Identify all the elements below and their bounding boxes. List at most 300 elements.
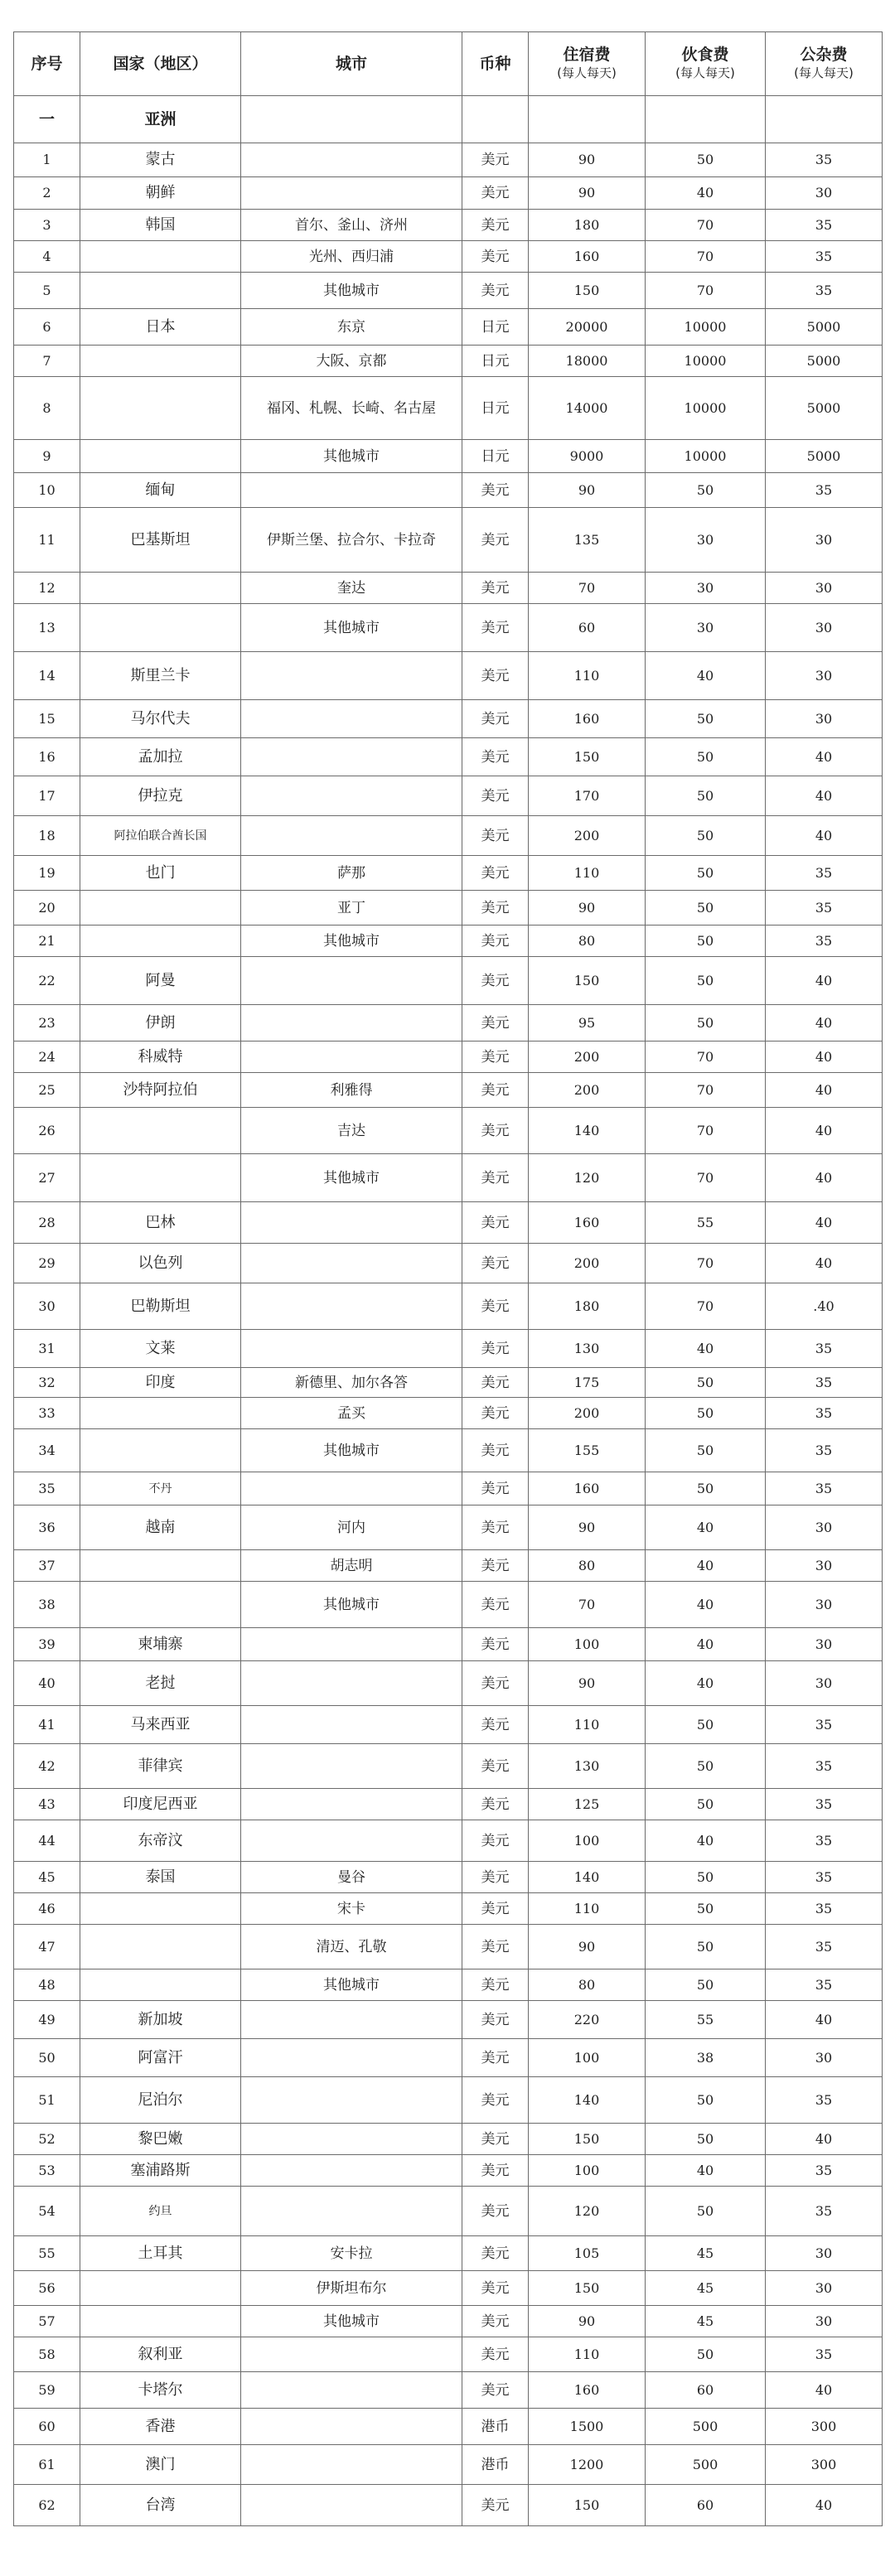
cell-currency: 美元 bbox=[462, 1368, 529, 1398]
cell-city bbox=[241, 2001, 462, 2039]
cell-currency: 美元 bbox=[462, 2155, 529, 2187]
cell-country: 巴基斯坦 bbox=[80, 508, 241, 573]
cell-currency: 美元 bbox=[462, 1862, 529, 1893]
cell-lodging: 90 bbox=[529, 2306, 646, 2337]
cell-city bbox=[241, 1005, 462, 1042]
table-row bbox=[14, 1398, 883, 1429]
cell-no: 29 bbox=[14, 1244, 80, 1283]
cell-city: 其他城市 bbox=[241, 1582, 462, 1628]
cell-meals: 30 bbox=[646, 573, 766, 604]
cell-city bbox=[241, 2187, 462, 2236]
cell-no: 10 bbox=[14, 473, 80, 508]
cell-meals: 40 bbox=[646, 1505, 766, 1550]
cell-no: 14 bbox=[14, 652, 80, 700]
cell-currency: 日元 bbox=[462, 346, 529, 377]
cell-currency: 美元 bbox=[462, 2077, 529, 2124]
cell-country: 以色列 bbox=[80, 1244, 241, 1283]
cell-misc: 35 bbox=[766, 1330, 883, 1368]
table-row bbox=[14, 776, 883, 816]
cell-lodging: 100 bbox=[529, 2039, 646, 2077]
cell-city: 其他城市 bbox=[241, 273, 462, 309]
header-lodging bbox=[529, 32, 646, 96]
table-row bbox=[14, 891, 883, 926]
cell-currency: 美元 bbox=[462, 1628, 529, 1661]
cell-meals: 40 bbox=[646, 1661, 766, 1706]
cell-no: 49 bbox=[14, 2001, 80, 2039]
cell-lodging: 135 bbox=[529, 508, 646, 573]
region-name: 亚洲 bbox=[80, 96, 241, 143]
cell-misc: 5000 bbox=[766, 346, 883, 377]
cell-country bbox=[80, 2271, 241, 2306]
cell-misc: 35 bbox=[766, 926, 883, 957]
cell-lodging: 160 bbox=[529, 2372, 646, 2409]
cell-city: 胡志明 bbox=[241, 1550, 462, 1582]
cell-misc: 35 bbox=[766, 2187, 883, 2236]
table-row bbox=[14, 2409, 883, 2445]
cell-no: 13 bbox=[14, 604, 80, 652]
cell-lodging: 170 bbox=[529, 776, 646, 816]
table-row bbox=[14, 2039, 883, 2077]
cell-meals: 55 bbox=[646, 1202, 766, 1244]
cell-country: 文莱 bbox=[80, 1330, 241, 1368]
table-row bbox=[14, 309, 883, 346]
cell-city: 其他城市 bbox=[241, 440, 462, 473]
cell-meals: 50 bbox=[646, 816, 766, 856]
cell-lodging: 160 bbox=[529, 1202, 646, 1244]
table-row bbox=[14, 1472, 883, 1505]
cell-currency: 美元 bbox=[462, 2001, 529, 2039]
region-no: 一 bbox=[14, 96, 80, 143]
table-row bbox=[14, 1862, 883, 1893]
cell-city: 福冈、札幌、长崎、名古屋 bbox=[241, 377, 462, 440]
cell-lodging: 100 bbox=[529, 1820, 646, 1862]
table-row bbox=[14, 957, 883, 1005]
cell-city bbox=[241, 2155, 462, 2187]
cell-city bbox=[241, 1744, 462, 1789]
cell-meals: 50 bbox=[646, 473, 766, 508]
header-meals-title: 伙食费 bbox=[681, 46, 729, 64]
cell-city: 清迈、孔敬 bbox=[241, 1925, 462, 1969]
cell-misc: 35 bbox=[766, 1862, 883, 1893]
cell-currency: 美元 bbox=[462, 1330, 529, 1368]
cell-city: 其他城市 bbox=[241, 1969, 462, 2001]
cell-country: 柬埔寨 bbox=[80, 1628, 241, 1661]
table-row bbox=[14, 1154, 883, 1202]
cell-lodging: 130 bbox=[529, 1744, 646, 1789]
table-row bbox=[14, 1925, 883, 1969]
cell-meals: 40 bbox=[646, 652, 766, 700]
cell-no: 48 bbox=[14, 1969, 80, 2001]
table-row bbox=[14, 1005, 883, 1042]
cell-misc: 5000 bbox=[766, 440, 883, 473]
cell-country bbox=[80, 1925, 241, 1969]
cell-country: 泰国 bbox=[80, 1862, 241, 1893]
table-row bbox=[14, 1744, 883, 1789]
cell-no: 27 bbox=[14, 1154, 80, 1202]
cell-city: 新德里、加尔各答 bbox=[241, 1368, 462, 1398]
cell-city: 东京 bbox=[241, 309, 462, 346]
cell-currency: 日元 bbox=[462, 309, 529, 346]
cell-meals: 70 bbox=[646, 1042, 766, 1073]
cell-lodging: 110 bbox=[529, 2337, 646, 2372]
cell-meals: 70 bbox=[646, 1073, 766, 1108]
cell-no: 34 bbox=[14, 1429, 80, 1472]
cell-no: 28 bbox=[14, 1202, 80, 1244]
cell-country: 菲律宾 bbox=[80, 1744, 241, 1789]
cell-no: 22 bbox=[14, 957, 80, 1005]
table-row bbox=[14, 573, 883, 604]
cell-meals: 50 bbox=[646, 957, 766, 1005]
cell-lodging: 150 bbox=[529, 2485, 646, 2526]
cell-misc: 40 bbox=[766, 2372, 883, 2409]
region-currency-empty bbox=[462, 96, 529, 143]
cell-currency: 美元 bbox=[462, 1925, 529, 1969]
cell-lodging: 200 bbox=[529, 816, 646, 856]
cell-city bbox=[241, 1283, 462, 1330]
cell-city: 孟买 bbox=[241, 1398, 462, 1429]
cell-city bbox=[241, 2039, 462, 2077]
cell-meals: 45 bbox=[646, 2271, 766, 2306]
cell-meals: 40 bbox=[646, 2155, 766, 2187]
cell-lodging: 9000 bbox=[529, 440, 646, 473]
cell-country: 孟加拉 bbox=[80, 738, 241, 776]
cell-lodging: 90 bbox=[529, 1505, 646, 1550]
cell-no: 39 bbox=[14, 1628, 80, 1661]
cell-currency: 美元 bbox=[462, 2485, 529, 2526]
header-city: 城市 bbox=[241, 32, 462, 96]
cell-lodging: 70 bbox=[529, 573, 646, 604]
cell-misc: 35 bbox=[766, 1789, 883, 1820]
cell-lodging: 14000 bbox=[529, 377, 646, 440]
cell-misc: 40 bbox=[766, 738, 883, 776]
cell-lodging: 150 bbox=[529, 273, 646, 309]
table-row bbox=[14, 2077, 883, 2124]
cell-city bbox=[241, 776, 462, 816]
cell-no: 43 bbox=[14, 1789, 80, 1820]
cell-meals: 500 bbox=[646, 2409, 766, 2445]
cell-misc: 40 bbox=[766, 1073, 883, 1108]
cell-meals: 70 bbox=[646, 210, 766, 241]
cell-city: 萨那 bbox=[241, 856, 462, 891]
cell-misc: 40 bbox=[766, 2001, 883, 2039]
table-row bbox=[14, 1628, 883, 1661]
cell-lodging: 95 bbox=[529, 1005, 646, 1042]
cell-currency: 美元 bbox=[462, 856, 529, 891]
cell-country: 老挝 bbox=[80, 1661, 241, 1706]
cell-misc: 40 bbox=[766, 776, 883, 816]
cell-country bbox=[80, 377, 241, 440]
cell-misc: 300 bbox=[766, 2409, 883, 2445]
table-row bbox=[14, 2155, 883, 2187]
cell-country: 蒙古 bbox=[80, 143, 241, 177]
cell-lodging: 160 bbox=[529, 1472, 646, 1505]
cell-country: 塞浦路斯 bbox=[80, 2155, 241, 2187]
cell-misc: 35 bbox=[766, 2077, 883, 2124]
table-row bbox=[14, 1706, 883, 1744]
cell-meals: 50 bbox=[646, 700, 766, 738]
table-row bbox=[14, 2337, 883, 2372]
cell-misc: 35 bbox=[766, 1969, 883, 2001]
table-row bbox=[14, 1202, 883, 1244]
cell-city bbox=[241, 1661, 462, 1706]
cell-country bbox=[80, 573, 241, 604]
cell-country bbox=[80, 346, 241, 377]
cell-misc: 40 bbox=[766, 2485, 883, 2526]
cell-meals: 38 bbox=[646, 2039, 766, 2077]
cell-city bbox=[241, 2445, 462, 2485]
cell-city: 奎达 bbox=[241, 573, 462, 604]
cell-meals: 50 bbox=[646, 891, 766, 926]
table-row bbox=[14, 1582, 883, 1628]
cell-no: 15 bbox=[14, 700, 80, 738]
table-row bbox=[14, 2485, 883, 2526]
table-row bbox=[14, 1330, 883, 1368]
cell-currency: 美元 bbox=[462, 1244, 529, 1283]
cell-lodging: 180 bbox=[529, 1283, 646, 1330]
cell-city bbox=[241, 700, 462, 738]
cell-no: 8 bbox=[14, 377, 80, 440]
cell-city bbox=[241, 473, 462, 508]
cell-city bbox=[241, 1244, 462, 1283]
cell-meals: 50 bbox=[646, 2337, 766, 2372]
table-row bbox=[14, 816, 883, 856]
cell-country bbox=[80, 1154, 241, 1202]
cell-city bbox=[241, 957, 462, 1005]
cell-city: 安卡拉 bbox=[241, 2236, 462, 2271]
cell-country: 东帝汶 bbox=[80, 1820, 241, 1862]
cell-meals: 50 bbox=[646, 1398, 766, 1429]
cell-currency: 美元 bbox=[462, 2236, 529, 2271]
cell-lodging: 160 bbox=[529, 700, 646, 738]
cell-no: 32 bbox=[14, 1368, 80, 1398]
cell-country: 阿富汗 bbox=[80, 2039, 241, 2077]
cell-country: 不丹 bbox=[80, 1472, 241, 1505]
cell-lodging: 125 bbox=[529, 1789, 646, 1820]
cell-city bbox=[241, 2485, 462, 2526]
cell-misc: 40 bbox=[766, 1244, 883, 1283]
cell-country: 阿拉伯联合酋长国 bbox=[80, 816, 241, 856]
cell-misc: 40 bbox=[766, 1005, 883, 1042]
cell-country: 斯里兰卡 bbox=[80, 652, 241, 700]
cell-meals: 70 bbox=[646, 1108, 766, 1154]
cell-city bbox=[241, 1789, 462, 1820]
cell-country: 阿曼 bbox=[80, 957, 241, 1005]
cell-country: 澳门 bbox=[80, 2445, 241, 2485]
cell-city bbox=[241, 2372, 462, 2409]
cell-city: 其他城市 bbox=[241, 1154, 462, 1202]
cell-no: 16 bbox=[14, 738, 80, 776]
cell-misc: 35 bbox=[766, 1925, 883, 1969]
cell-currency: 美元 bbox=[462, 1582, 529, 1628]
cell-meals: 40 bbox=[646, 1550, 766, 1582]
cell-meals: 50 bbox=[646, 1472, 766, 1505]
header-currency: 币种 bbox=[462, 32, 529, 96]
cell-misc: 30 bbox=[766, 2271, 883, 2306]
cell-country: 沙特阿拉伯 bbox=[80, 1073, 241, 1108]
cell-lodging: 150 bbox=[529, 2271, 646, 2306]
cell-currency: 美元 bbox=[462, 1505, 529, 1550]
cell-city bbox=[241, 2409, 462, 2445]
cell-lodging: 150 bbox=[529, 738, 646, 776]
cell-currency: 美元 bbox=[462, 1429, 529, 1472]
cell-misc: 300 bbox=[766, 2445, 883, 2485]
cell-lodging: 1500 bbox=[529, 2409, 646, 2445]
cell-meals: 10000 bbox=[646, 346, 766, 377]
table-row bbox=[14, 1505, 883, 1550]
cell-misc: 30 bbox=[766, 652, 883, 700]
header-lodging-sub: (每人每天) bbox=[557, 65, 617, 80]
cell-currency: 美元 bbox=[462, 1108, 529, 1154]
cell-city: 伊斯坦布尔 bbox=[241, 2271, 462, 2306]
cell-no: 24 bbox=[14, 1042, 80, 1073]
cell-meals: 50 bbox=[646, 1429, 766, 1472]
cell-country: 巴勒斯坦 bbox=[80, 1283, 241, 1330]
cell-country: 台湾 bbox=[80, 2485, 241, 2526]
cell-currency: 美元 bbox=[462, 1472, 529, 1505]
cell-misc: 30 bbox=[766, 2306, 883, 2337]
cell-misc: 35 bbox=[766, 1429, 883, 1472]
cell-meals: 40 bbox=[646, 1628, 766, 1661]
cell-country bbox=[80, 1969, 241, 2001]
cell-lodging: 90 bbox=[529, 891, 646, 926]
cell-lodging: 80 bbox=[529, 926, 646, 957]
cell-no: 23 bbox=[14, 1005, 80, 1042]
cell-currency: 美元 bbox=[462, 573, 529, 604]
cell-lodging: 110 bbox=[529, 1706, 646, 1744]
cell-country: 也门 bbox=[80, 856, 241, 891]
cell-misc: 30 bbox=[766, 1628, 883, 1661]
cell-city bbox=[241, 143, 462, 177]
table-row bbox=[14, 273, 883, 309]
cell-no: 17 bbox=[14, 776, 80, 816]
cell-country bbox=[80, 440, 241, 473]
table-row bbox=[14, 241, 883, 273]
cell-meals: 70 bbox=[646, 241, 766, 273]
table-row bbox=[14, 1073, 883, 1108]
cell-no: 18 bbox=[14, 816, 80, 856]
table-row bbox=[14, 473, 883, 508]
cell-misc: 40 bbox=[766, 1108, 883, 1154]
cell-misc: 30 bbox=[766, 2039, 883, 2077]
cell-meals: 50 bbox=[646, 1925, 766, 1969]
table-row bbox=[14, 738, 883, 776]
cell-city bbox=[241, 738, 462, 776]
cell-country: 新加坡 bbox=[80, 2001, 241, 2039]
table-row bbox=[14, 1789, 883, 1820]
cell-no: 1 bbox=[14, 143, 80, 177]
cell-meals: 10000 bbox=[646, 309, 766, 346]
table-row bbox=[14, 604, 883, 652]
cell-misc: 30 bbox=[766, 1550, 883, 1582]
cell-lodging: 90 bbox=[529, 1661, 646, 1706]
cell-no: 53 bbox=[14, 2155, 80, 2187]
cell-country: 香港 bbox=[80, 2409, 241, 2445]
region-meals-empty bbox=[646, 96, 766, 143]
cell-country: 印度 bbox=[80, 1368, 241, 1398]
cell-meals: 50 bbox=[646, 1969, 766, 2001]
table-header bbox=[14, 32, 883, 96]
cell-lodging: 100 bbox=[529, 1628, 646, 1661]
rates-table-container bbox=[13, 31, 882, 2526]
cell-currency: 美元 bbox=[462, 738, 529, 776]
cell-misc: 35 bbox=[766, 1744, 883, 1789]
cell-currency: 美元 bbox=[462, 273, 529, 309]
cell-misc: 40 bbox=[766, 957, 883, 1005]
cell-no: 25 bbox=[14, 1073, 80, 1108]
cell-city: 利雅得 bbox=[241, 1073, 462, 1108]
cell-misc: 35 bbox=[766, 2155, 883, 2187]
cell-country bbox=[80, 2306, 241, 2337]
cell-currency: 美元 bbox=[462, 1005, 529, 1042]
table-row bbox=[14, 1550, 883, 1582]
cell-lodging: 110 bbox=[529, 1893, 646, 1925]
cell-meals: 60 bbox=[646, 2372, 766, 2409]
cell-currency: 港币 bbox=[462, 2409, 529, 2445]
cell-country bbox=[80, 1398, 241, 1429]
cell-city bbox=[241, 1820, 462, 1862]
cell-misc: 35 bbox=[766, 210, 883, 241]
cell-meals: 50 bbox=[646, 2124, 766, 2155]
cell-misc: 35 bbox=[766, 273, 883, 309]
cell-no: 47 bbox=[14, 1925, 80, 1969]
cell-no: 58 bbox=[14, 2337, 80, 2372]
table-row bbox=[14, 210, 883, 241]
table-row bbox=[14, 2236, 883, 2271]
cell-city: 曼谷 bbox=[241, 1862, 462, 1893]
header-no: 序号 bbox=[14, 32, 80, 96]
cell-currency: 美元 bbox=[462, 2271, 529, 2306]
table-body bbox=[14, 96, 883, 2526]
cell-no: 57 bbox=[14, 2306, 80, 2337]
cell-no: 37 bbox=[14, 1550, 80, 1582]
cell-lodging: 90 bbox=[529, 177, 646, 210]
table-row bbox=[14, 346, 883, 377]
cell-no: 21 bbox=[14, 926, 80, 957]
cell-lodging: 180 bbox=[529, 210, 646, 241]
cell-misc: 5000 bbox=[766, 377, 883, 440]
cell-country bbox=[80, 1893, 241, 1925]
header-row bbox=[14, 32, 883, 96]
cell-lodging: 70 bbox=[529, 1582, 646, 1628]
cell-lodging: 150 bbox=[529, 2124, 646, 2155]
cell-country bbox=[80, 273, 241, 309]
cell-city bbox=[241, 1472, 462, 1505]
table-row bbox=[14, 2124, 883, 2155]
cell-city bbox=[241, 816, 462, 856]
cell-currency: 港币 bbox=[462, 2445, 529, 2485]
cell-lodging: 110 bbox=[529, 652, 646, 700]
cell-currency: 美元 bbox=[462, 816, 529, 856]
cell-currency: 美元 bbox=[462, 2039, 529, 2077]
cell-currency: 美元 bbox=[462, 210, 529, 241]
cell-misc: 35 bbox=[766, 1820, 883, 1862]
cell-lodging: 120 bbox=[529, 2187, 646, 2236]
cell-misc: 30 bbox=[766, 604, 883, 652]
table-row bbox=[14, 1283, 883, 1330]
cell-misc: 30 bbox=[766, 508, 883, 573]
header-misc-sub: (每人每天) bbox=[794, 65, 854, 80]
table-row bbox=[14, 1820, 883, 1862]
cell-country: 尼泊尔 bbox=[80, 2077, 241, 2124]
cell-no: 38 bbox=[14, 1582, 80, 1628]
cell-country: 缅甸 bbox=[80, 473, 241, 508]
cell-meals: 50 bbox=[646, 738, 766, 776]
cell-currency: 日元 bbox=[462, 377, 529, 440]
cell-currency: 美元 bbox=[462, 2306, 529, 2337]
cell-city bbox=[241, 2124, 462, 2155]
cell-meals: 50 bbox=[646, 926, 766, 957]
cell-city bbox=[241, 1706, 462, 1744]
